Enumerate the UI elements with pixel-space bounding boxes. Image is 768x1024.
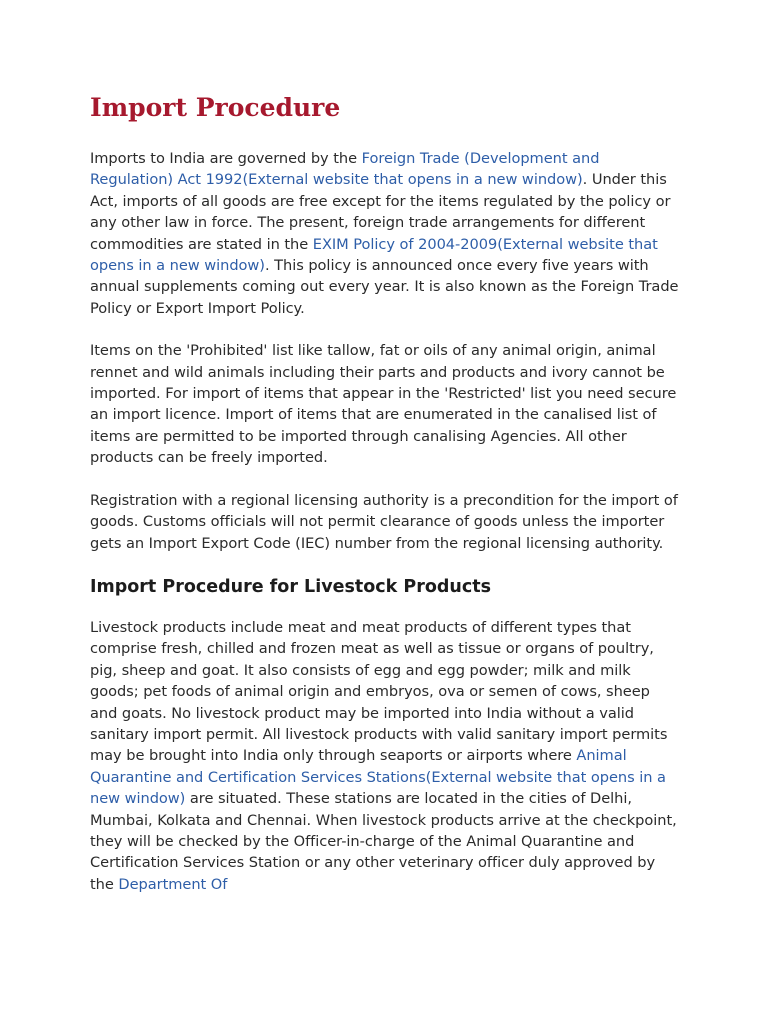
livestock-text-1: Livestock products include meat and meat products of different types that comprise fresh, chilled and frozen meat as well as tissue or organs of poultry, pig, sheep and goat. It also consists of egg and egg powder; milk and milk goods; pet foods of animal origin and embryos, ova or semen of cows, sheep and goats. No livestock product may be imported into India without a valid sanitary import permit. All livestock products with valid sanitary import permits may be brought into India only through seaports or airports where — [90, 618, 668, 765]
intro-paragraph — [90, 148, 680, 319]
prohibited-items-paragraph: Items on the 'Prohibited' list like tallow, fat or oils of any animal origin, animal rennet and wild animals including their parts and products and ivory cannot be imported. For import of items that appear in the 'Restricted' list you need secure an import licence. Import of items that are enumerated in the canalised list of items are permitted to be imported through canalising Agencies. All other products can be freely imported. — [90, 342, 677, 467]
animal-quarantine-link[interactable]: Animal Quarantine and Certification Services Stations(External website that opens in a new window) — [90, 747, 666, 808]
intro-text-1: Imports to India are governed by the — [90, 150, 362, 167]
foreign-trade-act-link[interactable]: Foreign Trade (Development and Regulation) Act 1992(External website that opens in a new window) — [90, 150, 600, 189]
exim-policy-link[interactable]: EXIM Policy of 2004-2009(External website that opens in a new window) — [90, 235, 658, 275]
livestock-text-2: are situated. These stations are located in the cities of Delhi, Mumbai, Kolkata and Chennai. When livestock products arrive at the checkpoint, they will be checked by the Officer-in-charge of the Animal Quarantine and Certification Services Station or any other veterinary officer duly approved by the — [90, 790, 677, 893]
page-title: Import Procedure — [90, 93, 341, 122]
intro-text-3: . This policy is announced once every five years with annual supplements coming out every year. It is also known as the Foreign Trade Policy or Export Import Policy. — [90, 257, 679, 317]
intro-text-2: . Under this Act, imports of all goods are free except for the items regulated by the policy or any other law in force. The present, foreign trade arrangements for different commodities are stated in the — [90, 171, 671, 253]
livestock-paragraph — [90, 617, 680, 895]
registration-paragraph: Registration with a regional licensing authority is a precondition for the import of goods. Customs officials will not permit clearance of goods unless the importer gets an Import Export Code (IEC) number from the regional licensing authority. — [90, 491, 678, 552]
department-of-link[interactable]: Department Of — [118, 875, 228, 893]
livestock-section-heading: Import Procedure for Livestock Products — [90, 576, 491, 597]
